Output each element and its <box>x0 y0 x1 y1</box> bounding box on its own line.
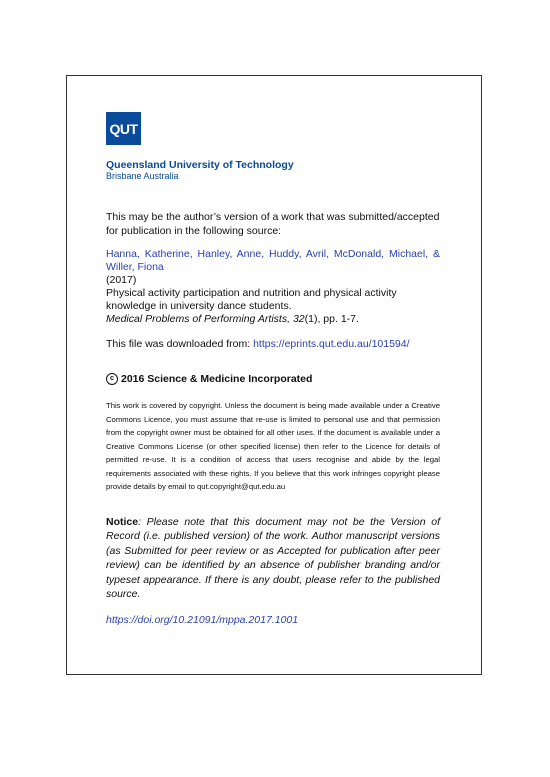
year: (2017) <box>106 274 137 286</box>
intro-text: This may be the author’s version of a work that was submitted/accepted for publication in the following source: <box>106 211 440 237</box>
issue: (1) <box>304 313 318 325</box>
copyright-icon: c <box>106 373 118 385</box>
university-location: Brisbane Australia <box>106 171 179 181</box>
copyright-body: This work is covered by copyright. Unless the document is being made available under a Creative Commons Licence, you must assume that re-use is limited to personal use and that permission from the copyright owner must be obtained for all other uses. If the document is available under a Creative Commons License (or other specified license) then refer to the Licence for details of permitted re-use. It is a condition of access that users recognise and abide by the legal requirements associated with these rights. If you believe that this work infringes copyright please provide details by email to qut.copyright@qut.edu.au <box>106 401 440 491</box>
download-line <box>106 337 440 351</box>
doi-link[interactable]: https://doi.org/10.21091/mppa.2017.1001 <box>106 613 299 626</box>
qut-logo <box>106 112 141 145</box>
notice-label: Notice <box>106 515 139 528</box>
download-link[interactable]: https://eprints.qut.edu.au/101594/ <box>253 338 410 350</box>
copyright-heading <box>106 372 440 386</box>
download-label: This file was downloaded from: <box>106 338 254 350</box>
source-citation <box>106 248 440 326</box>
authors-link[interactable]: Hanna, Katherine, Hanley, Anne, Huddy, Avril, McDonald, Michael, & Willer, Fiona <box>106 248 440 273</box>
volume: 32 <box>292 313 305 325</box>
notice-paragraph <box>106 515 440 602</box>
university-name: Queensland University of Technology <box>106 159 294 171</box>
article-title: Physical activity participation and nutrition and physical activity knowledge in university dance students. <box>106 287 397 312</box>
pages: , pp. 1-7. <box>317 313 359 325</box>
journal-citation: Medical Problems of Performing Artists, 32(1), pp. 1-7. <box>106 313 359 325</box>
journal-name: Medical Problems of Performing Artists <box>106 313 288 325</box>
logo-text: QUT <box>109 120 138 137</box>
notice-text: : Please note that this document may not be the Version of Record (i.e. published version) of the work. Author manuscript versions (as Submitted for peer review or as Accepted for publication after peer review) can be identified by an absence of publisher branding and/or typeset appearance. If there is any doubt, please refer to the published source. <box>106 515 440 600</box>
copyright-title: 2016 Science & Medicine Incorporated <box>121 373 313 385</box>
cover-content <box>106 112 440 627</box>
